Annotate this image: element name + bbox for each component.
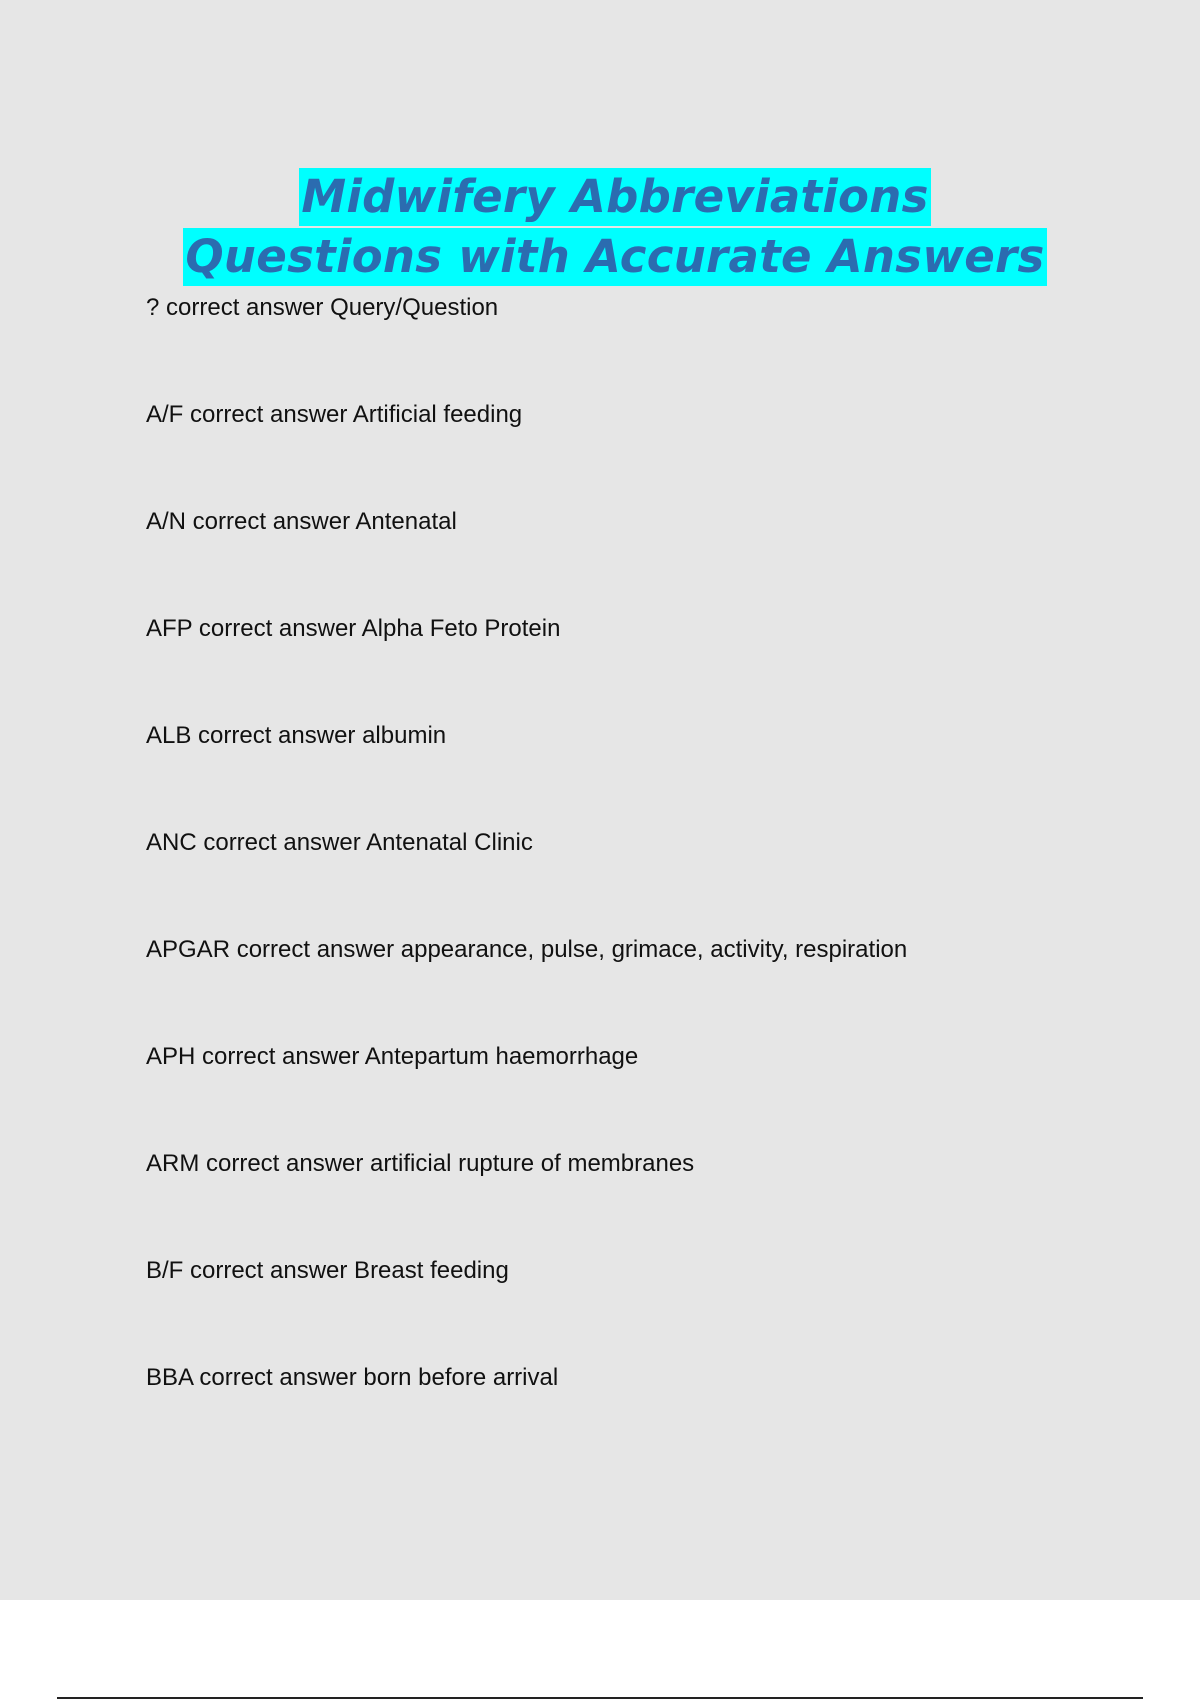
list-item: ANC correct answer Antenatal Clinic xyxy=(146,829,533,856)
list-item: A/F correct answer Artificial feeding xyxy=(146,401,523,428)
list-item: B/F correct answer Breast feeding xyxy=(146,1257,509,1284)
title-line-1: Midwifery Abbreviations xyxy=(299,168,930,226)
list-item: ARM correct answer artificial rupture of membranes xyxy=(146,1150,695,1177)
list-item: APGAR correct answer appearance, pulse, grimace, activity, respiration xyxy=(146,936,908,963)
title-line-2: Questions with Accurate Answers xyxy=(183,228,1046,286)
list-item: AFP correct answer Alpha Feto Protein xyxy=(146,615,561,642)
list-item: ? correct answer Query/Question xyxy=(146,294,499,321)
abbreviation-list xyxy=(146,292,1126,1394)
list-item: ALB correct answer albumin xyxy=(146,722,447,749)
list-item: APH correct answer Antepartum haemorrhage xyxy=(146,1043,639,1070)
list-item: BBA correct answer born before arrival xyxy=(146,1364,559,1391)
list-item: A/N correct answer Antenatal xyxy=(146,508,457,535)
footer-divider xyxy=(57,1697,1143,1699)
document-title xyxy=(0,168,1200,288)
